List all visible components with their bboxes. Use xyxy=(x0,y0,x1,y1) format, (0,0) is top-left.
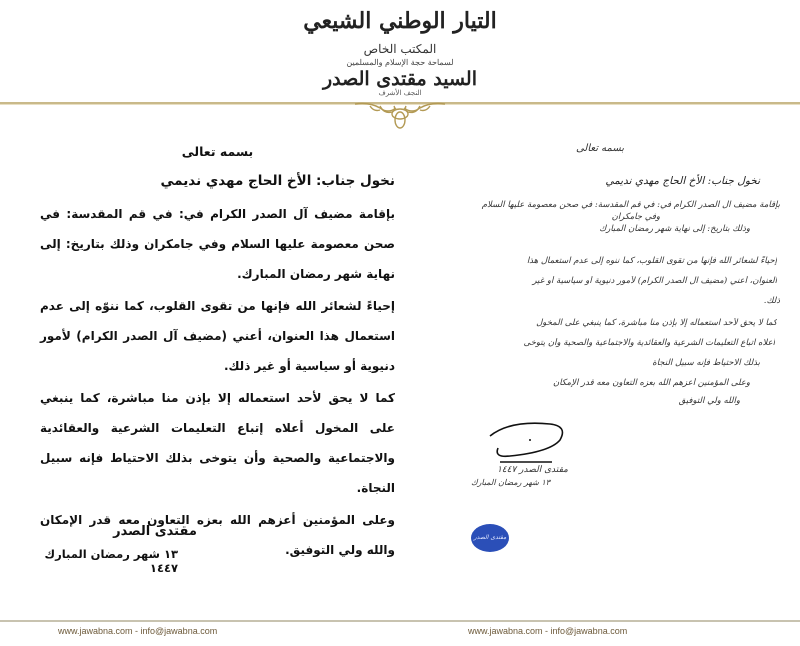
official-seal: مقتدى الصدر xyxy=(471,524,509,552)
handwritten-line: وفي جامكران xyxy=(611,212,660,222)
addressee: نخول جناب: الأخ الحاج مهدي نديمي xyxy=(160,173,395,189)
handwritten-line: وذلك بتاريخ: إلى نهاية شهر رمضان المبارك xyxy=(599,224,750,234)
footer-contact-left: www.jawabna.com - info@jawabna.com xyxy=(58,626,218,636)
paragraph: إحياءً لشعائر الله فإنها من تقوى القلوب، كما ننوّه إلى عدم استعمال هذا العنوان، أعني (مضيف آل الصدر الكرام) لأمور دنيوية أو سياسية أو غير ذلك. xyxy=(40,299,395,373)
handwritten-line: بإقامة مضيف آل الصدر الكرام في: في قم المقدسة: في صحن معصومة عليها السلام xyxy=(481,200,780,210)
typed-letter xyxy=(40,138,395,565)
handwritten-signature-date: ١٣ شهر رمضان المبارك xyxy=(470,478,550,487)
letterhead-title: التيار الوطني الشيعي xyxy=(303,8,497,34)
handwritten-line: بذلك الاحتياط فإنه سبيل النجاة xyxy=(652,358,760,368)
paragraph: بإقامة مضيف آل الصدر الكرام في: في قم المقدسة: في صحن معصومة عليها السلام وفي جامكران وذلك بتاريخ: إلى نهاية شهر رمضان المبارك. xyxy=(40,207,395,281)
footer-divider xyxy=(0,620,800,622)
paragraph: وعلى المؤمنين أعزهم الله بعزه التعاون معه قدر الإمكان والله ولي التوفيق. xyxy=(40,513,395,557)
paragraph: كما لا يحق لأحد استعماله إلا بإذن منا مباشرة، كما ينبغي على المخول أعلاه إتباع التعليمات الشرعية والعقائدية والاجتماعية والصحية وأن يتوخى بذلك الاحتياط فإنه سبيل النجاة. xyxy=(40,391,395,495)
letterhead xyxy=(0,0,800,132)
signature-name: مقتدى الصدر xyxy=(113,524,197,539)
handwritten-line: إحياءً لشعائر الله فإنها من تقوى القلوب، كما ننوه إلى عدم استعمال هذا xyxy=(526,256,777,266)
handwritten-line: العنوان، أعني (مضيف آل الصدر الكرام) لأمور دنيوية أو سياسية أو غير xyxy=(532,276,777,286)
letterhead-name: السيد مقتدى الصدر xyxy=(322,68,477,90)
handwritten-line: وعلى المؤمنين أعزهم الله بعزه التعاون معه قدر الإمكان xyxy=(553,378,750,388)
letterhead-office: المكتب الخاص xyxy=(363,42,437,56)
basmala: بسمه تعالى xyxy=(181,144,254,159)
signature-date: ١٣ شهر رمضان المبارك ١٤٤٧ xyxy=(44,547,178,575)
handwritten-line: كما لا يحق لأحد استعماله إلا بإذن منا مباشرة، كما ينبغي على المخول xyxy=(536,318,777,328)
signature-scribble-icon xyxy=(480,418,570,468)
handwritten-signature-name: مقتدى الصدر ١٤٤٧ xyxy=(496,465,568,475)
letterhead-honorific: لسماحة حجة الإسلام والمسلمين xyxy=(346,58,454,67)
handwritten-line: أعلاه اتباع التعليمات الشرعية والعقائدية والاجتماعية والصحية وأن يتوخى xyxy=(523,338,775,348)
footer-contact-right: www.jawabna.com - info@jawabna.com xyxy=(468,626,628,636)
handwritten-line: والله ولي التوفيق xyxy=(678,396,740,406)
ornament-icon xyxy=(350,100,450,132)
handwritten-basmala: بسمه تعالى xyxy=(575,143,625,154)
handwritten-addressee: نخول جناب: الأخ الحاج مهدي نديمي xyxy=(605,175,760,187)
letterhead-location: النجف الأشرف xyxy=(378,89,422,97)
handwritten-line: ذلك. xyxy=(763,296,780,306)
